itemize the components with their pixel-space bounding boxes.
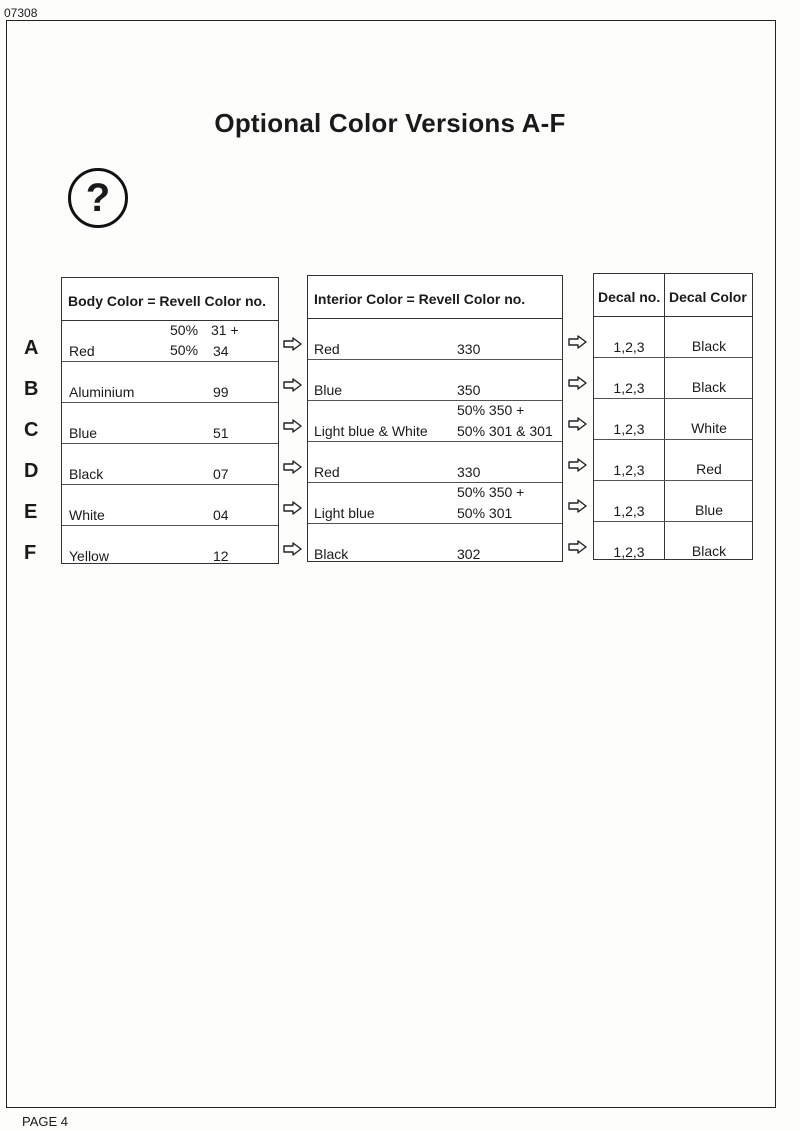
body-color-name: White [69,507,105,523]
version-letter: E [24,501,38,523]
decal-number: 1,2,3 [613,339,645,355]
body-color-name: Aluminium [69,384,135,400]
question-mark-circle-icon: ? [68,168,128,228]
interior-color-name: Red [314,341,340,357]
interior-color-name: Light blue [314,505,375,521]
body-color-number: 04 [213,507,229,523]
decal-no-header: Decal no. [598,289,661,305]
interior-color-number: 50% 301 [457,505,513,521]
interior-color-header [308,276,562,319]
body-color-name: Black [69,466,104,482]
interior-color-name: Light blue & White [314,423,428,439]
document-code: 07308 [4,6,38,20]
interior-mix: 50% 350 + [457,402,525,418]
interior-color-number: 350 [457,382,481,398]
arrow-right-icon [283,460,303,474]
decal-table [593,273,753,560]
version-letter: C [24,419,39,441]
decal-color: Black [691,543,727,559]
interior-color-name: Blue [314,382,343,398]
table-row [594,398,752,440]
body-mix-value: 31 + [211,322,239,338]
decal-color: Black [691,338,727,354]
body-color-name: Red [69,343,95,359]
arrow-right-icon [283,542,303,556]
table-row [62,320,278,362]
arrow-right-icon [568,376,588,390]
arrow-right-icon [568,417,588,431]
table-row [308,318,562,360]
arrow-right-icon [283,337,303,351]
body-mix-percent: 50% [170,322,199,338]
table-row [594,439,752,481]
version-letter: D [24,460,39,482]
body-color-table [61,277,279,564]
interior-color-name: Red [314,464,340,480]
page-number: PAGE 4 [22,1114,69,1129]
table-row [62,361,278,403]
arrow-right-icon [568,335,588,349]
arrow-right-icon [283,378,303,392]
body-color-name: Yellow [69,548,109,564]
table-row [308,441,562,483]
version-letter: B [24,378,39,400]
body-mix-percent-2: 50% [170,342,199,358]
decal-number: 1,2,3 [613,544,645,560]
interior-color-number: 330 [457,341,481,357]
table-row [308,523,562,564]
decal-number: 1,2,3 [613,462,645,478]
arrow-right-icon [283,419,303,433]
table-row [308,359,562,401]
interior-color-number: 302 [457,546,481,562]
table-row [594,480,752,522]
decal-header [594,274,752,317]
body-color-number: 12 [213,548,229,564]
body-color-number: 34 [213,343,229,359]
decal-color: Blue [694,502,724,518]
table-row [62,525,278,566]
arrow-right-icon [568,499,588,513]
table-row [62,443,278,485]
page-title: Optional Color Versions A-F [214,108,566,138]
interior-color-name: Black [314,546,349,562]
arrow-right-icon [568,458,588,472]
interior-color-number: 330 [457,464,481,480]
decal-number: 1,2,3 [613,380,645,396]
version-letter: F [24,542,37,564]
interior-mix: 50% 350 + [457,484,525,500]
version-letter: A [24,337,39,359]
body-color-number: 51 [213,425,229,441]
interior-color-header-label: Interior Color = Revell Color no. [314,291,526,307]
decal-color-header: Decal Color [669,289,747,305]
table-row [62,402,278,444]
table-row [594,316,752,358]
arrow-right-icon [568,540,588,554]
body-color-number: 07 [213,466,229,482]
table-row [308,482,562,524]
table-row [62,484,278,526]
decal-color: Red [696,461,722,477]
body-color-header [62,278,278,321]
body-color-number: 99 [213,384,229,400]
body-color-header-label: Body Color = Revell Color no. [68,293,266,309]
interior-color-table [307,275,563,562]
table-row [594,521,752,562]
decal-number: 1,2,3 [613,421,645,437]
table-row [594,357,752,399]
interior-color-number: 50% 301 & 301 [457,423,553,439]
decal-color: Black [691,379,727,395]
arrow-right-icon [283,501,303,515]
table-row [308,400,562,442]
body-color-name: Blue [69,425,98,441]
decal-number: 1,2,3 [613,503,645,519]
decal-color: White [691,420,727,436]
